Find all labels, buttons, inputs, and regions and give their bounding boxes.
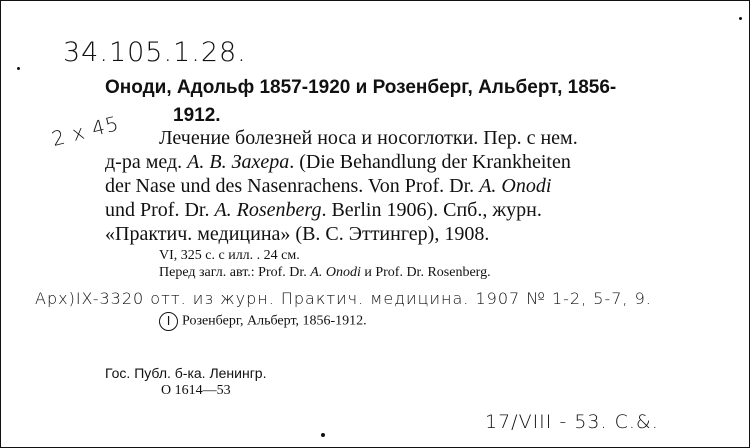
note-post: и Prof. Dr. Rosenberg. [360,265,491,280]
note-line [159,265,491,281]
description-line-5: «Практич. медицина» (В. С. Эттингер), 1908. [105,223,490,245]
author-name-rosenberg: A. Rosenberg [214,199,322,221]
heading-line-2: 1912. [173,105,221,126]
handwritten-date-note: 17/VIII - 53. С.&. [485,411,659,433]
ink-speck [739,17,742,20]
margin-note: 2 x 45 [49,111,122,151]
note-name: A. Onodi [310,265,361,280]
physical-description: VI, 325 с. с илл. . 24 см. [159,248,300,263]
subject-marker: I [159,312,178,331]
description-line-1: Лечение болезней носа и носоглотки. Пер. с нем. [159,127,578,149]
subject-text: Розенберг, Альберт, 1856-1912. [182,313,367,329]
heading-line-1: Оноди, Адольф 1857-1920 и Розенберг, Альберт, 1856- [105,77,617,98]
library-line-1: Гос. Публ. б-ка. Ленингр. [105,365,267,381]
description-line-2 [105,151,571,173]
ink-speck [17,67,20,70]
description-line-4 [105,199,542,221]
description-line-4-post: . Berlin 1906). Спб., журн. [321,199,542,221]
ink-speck [321,433,325,437]
author-name-onodi: A. Onodi [479,175,552,197]
translator-name: А. В. Захера [187,151,290,173]
description-line-4-pre: und Prof. Dr. [105,199,215,221]
description-line-3 [105,175,551,197]
library-line-2: О 1614—53 [161,383,231,398]
description-line-2-post: . (Die Behandlung der Krankheiten [289,151,571,173]
note-pre: Перед загл. авт.: Prof. Dr. [159,265,311,280]
subject-entry [159,312,367,331]
handwritten-offprint-note: Apx)IX-3320 отт. из журн. Практич. медицина. 1907 № 1-2, 5-7, 9. [35,289,652,308]
description-line-3-text: der Nase und des Nasenrachens. Von Prof. Dr. [105,175,480,197]
shelfmark: 34.105.1.28. [63,37,247,68]
description-line-2-pre: д-ра мед. [105,151,188,173]
